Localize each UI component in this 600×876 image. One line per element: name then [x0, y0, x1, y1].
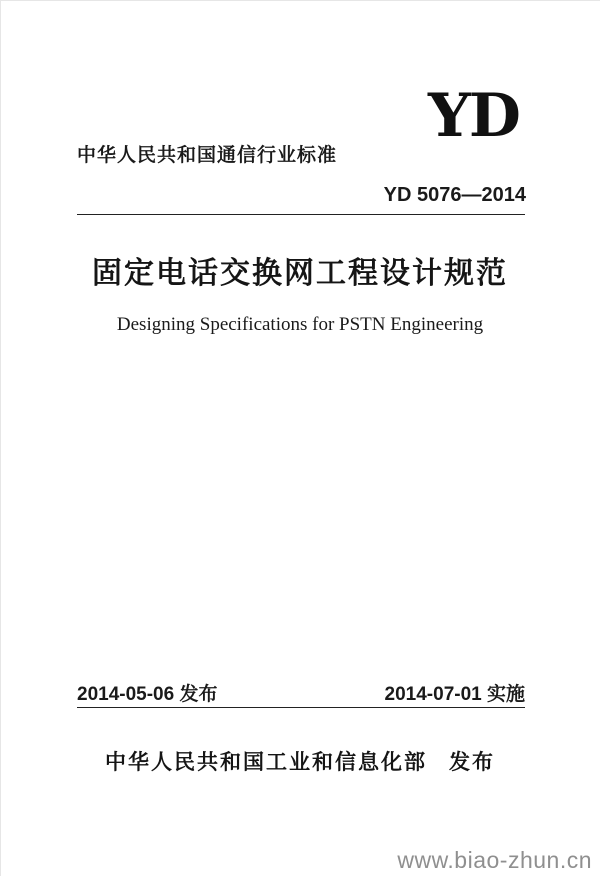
dates-row [77, 679, 525, 706]
standard-type: 中华人民共和国通信行业标准 [77, 144, 338, 166]
release-date: 2014-05-06 发布 [77, 684, 218, 705]
issuer-name: 中华人民共和国工业和信息化部 [105, 750, 427, 774]
top-divider [77, 214, 525, 215]
watermark: www.biao-zhun.cn [397, 847, 592, 873]
issuer-action: 发布 [449, 750, 495, 774]
standard-number: YD 5076—2014 [383, 184, 526, 206]
yd-logo: YD [428, 81, 519, 151]
title-english: Designing Specifications for PSTN Engineering [116, 314, 484, 335]
implementation-date: 2014-07-01 实施 [384, 684, 525, 705]
bottom-divider [77, 707, 525, 708]
issuer-line [0, 746, 600, 776]
title-chinese: 固定电话交换网工程设计规范 [92, 256, 508, 291]
